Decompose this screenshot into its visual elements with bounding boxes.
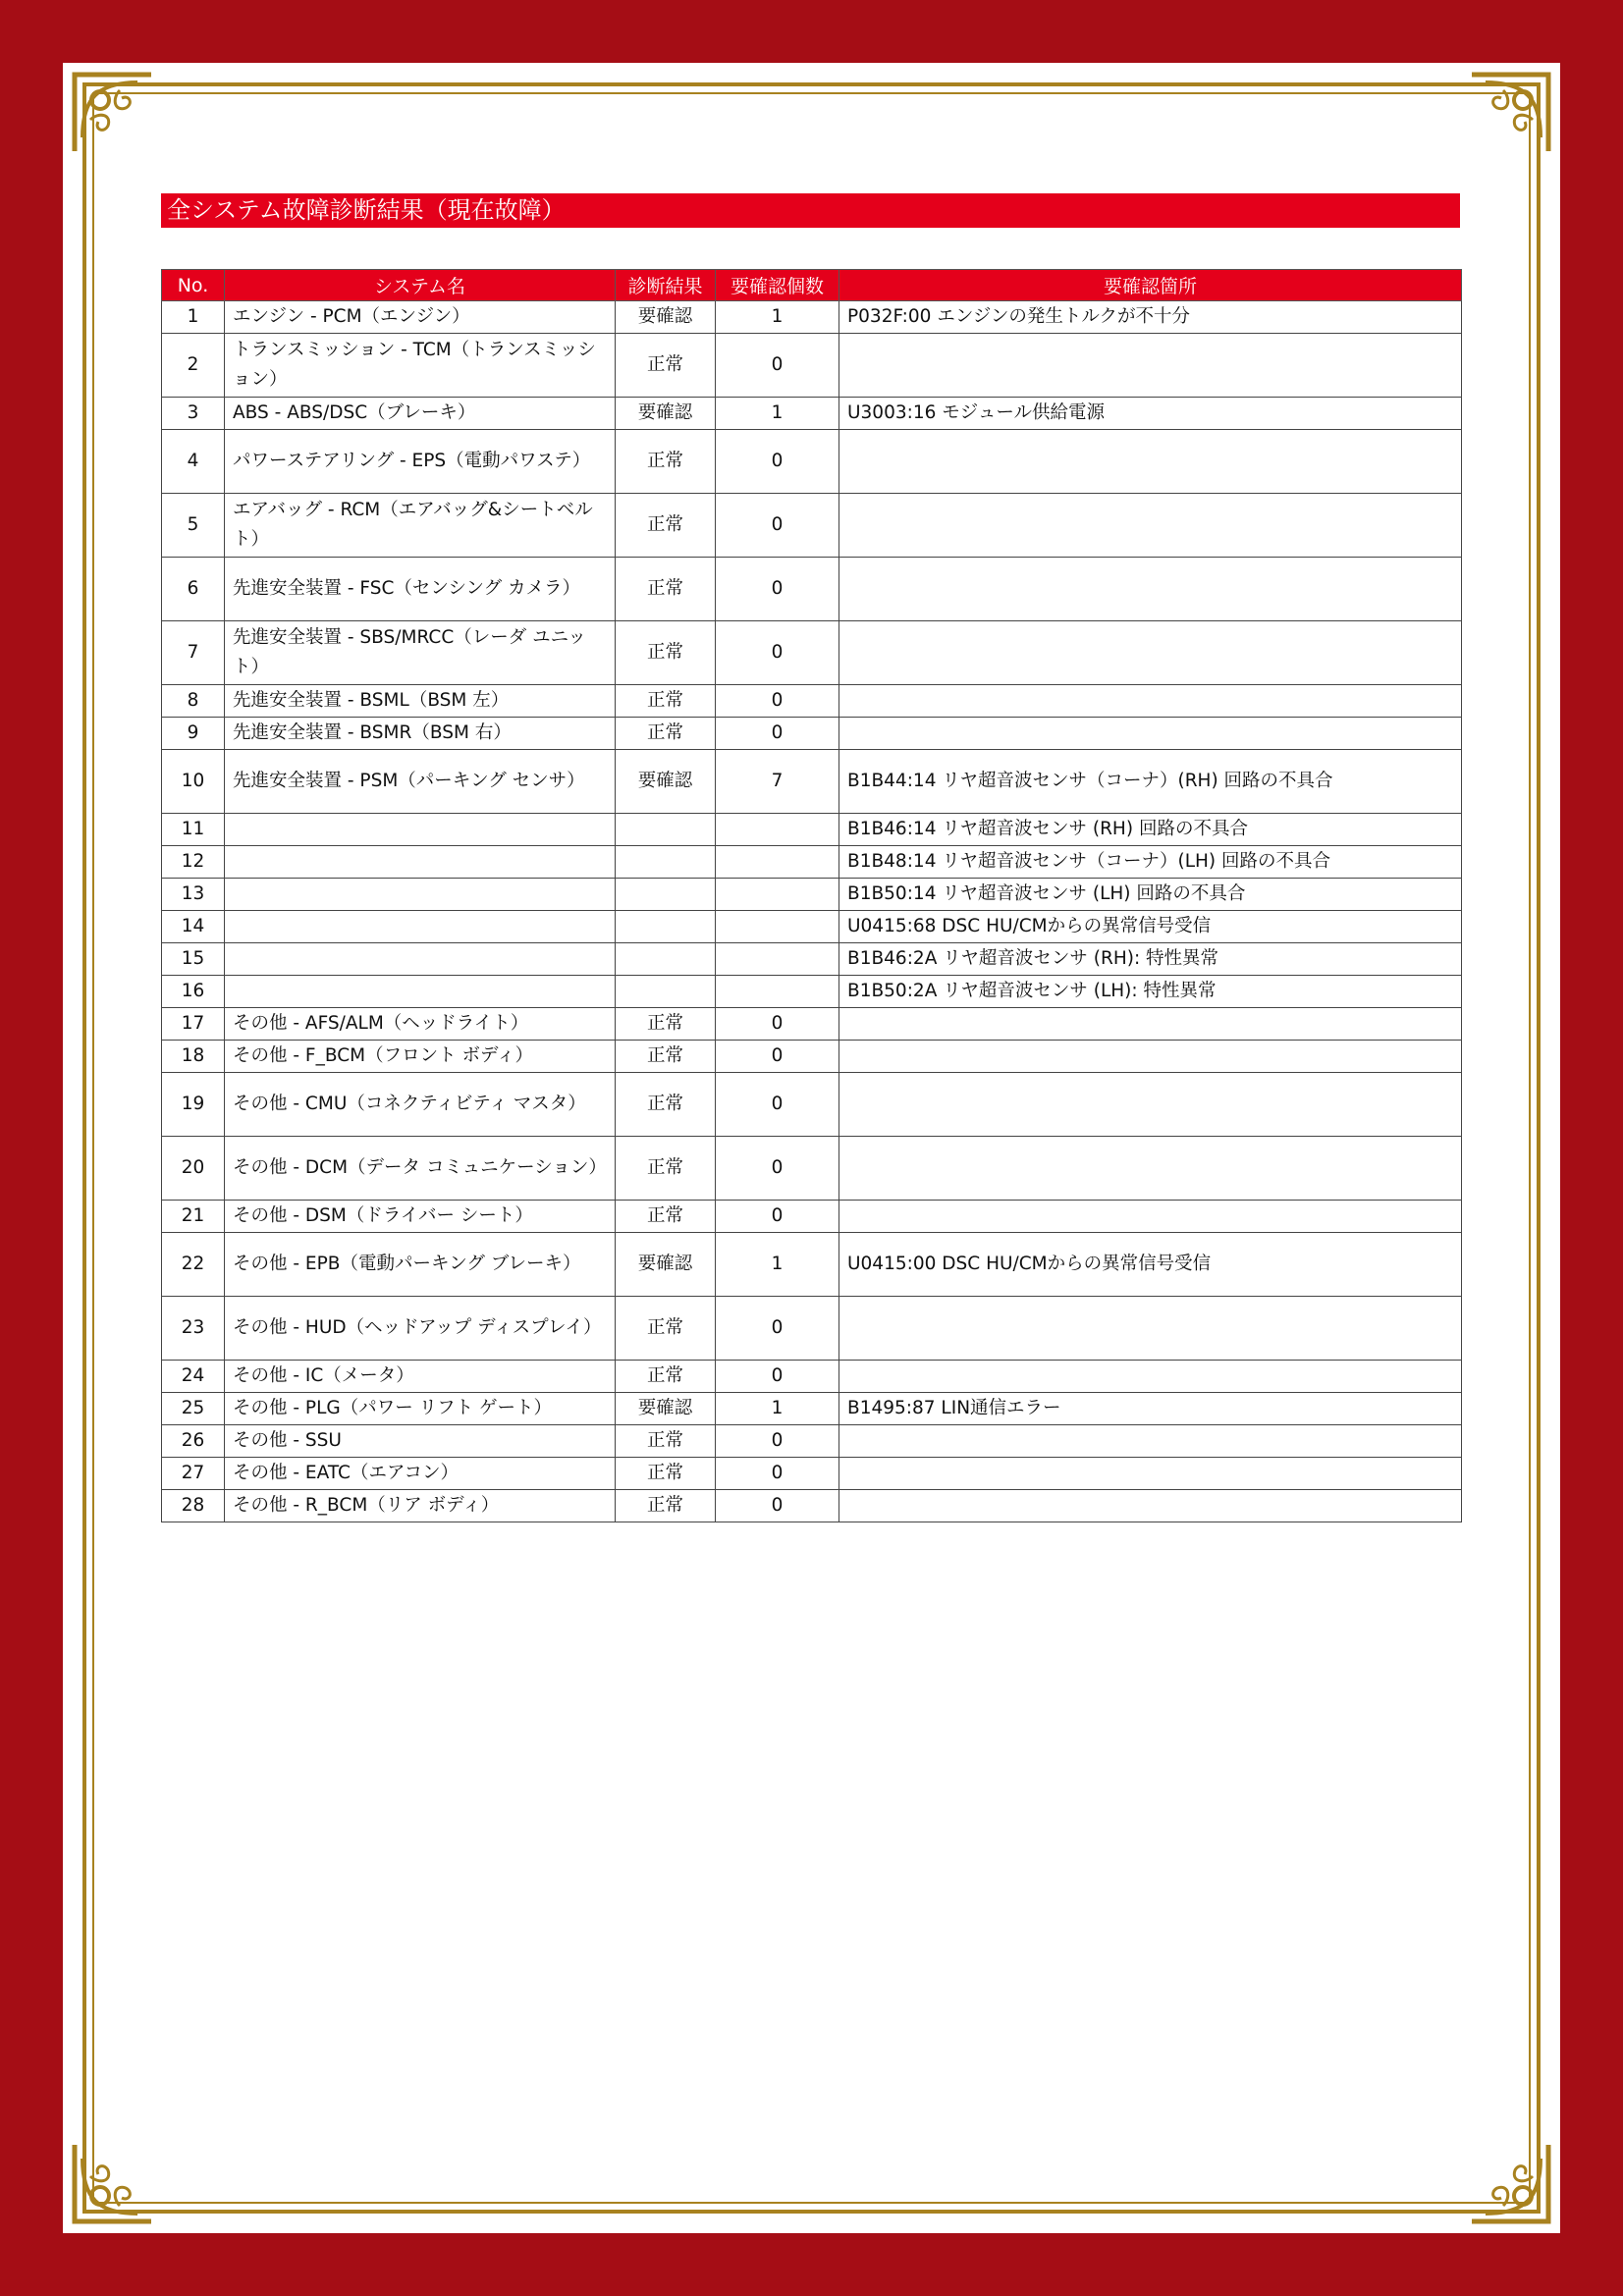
cell-result: 正常 [616, 1297, 716, 1361]
cell-no: 15 [162, 943, 225, 976]
cell-system-name [225, 846, 616, 879]
cell-system-name: その他 - DCM（データ コミュニケーション） [225, 1137, 616, 1201]
cell-result: 正常 [616, 1490, 716, 1522]
cell-system-name: その他 - PLG（パワー リフト ゲート） [225, 1393, 616, 1425]
cell-location [839, 494, 1462, 558]
cell-system-name: パワーステアリング - EPS（電動パワステ） [225, 430, 616, 494]
cell-location [839, 1073, 1462, 1137]
cell-count: 1 [716, 1393, 839, 1425]
table-row [162, 879, 1462, 911]
cell-no: 3 [162, 398, 225, 430]
table-row [162, 1490, 1462, 1522]
cell-count [716, 846, 839, 879]
table-row [162, 943, 1462, 976]
table-row [162, 1361, 1462, 1393]
cell-count: 0 [716, 1073, 839, 1137]
cell-no: 27 [162, 1458, 225, 1490]
cell-no: 19 [162, 1073, 225, 1137]
cell-no: 12 [162, 846, 225, 879]
cell-system-name: ABS - ABS/DSC（ブレーキ） [225, 398, 616, 430]
cell-system-name: 先進安全装置 - SBS/MRCC（レーダ ユニット） [225, 621, 616, 685]
cell-no: 9 [162, 718, 225, 750]
corner-ornament-icon [69, 69, 157, 157]
table-row [162, 1233, 1462, 1297]
cell-system-name: 先進安全装置 - BSML（BSM 左） [225, 685, 616, 718]
corner-ornament-icon [1466, 2139, 1554, 2227]
cell-result [616, 976, 716, 1008]
table-header-row [162, 270, 1462, 301]
table-row [162, 1041, 1462, 1073]
table-row [162, 1297, 1462, 1361]
cell-no: 24 [162, 1361, 225, 1393]
table-row [162, 301, 1462, 334]
cell-location [839, 1361, 1462, 1393]
diagnosis-table [161, 269, 1462, 1522]
cell-system-name: その他 - DSM（ドライバー シート） [225, 1201, 616, 1233]
cell-system-name: その他 - EPB（電動パーキング ブレーキ） [225, 1233, 616, 1297]
cell-system-name [225, 911, 616, 943]
table-row [162, 1008, 1462, 1041]
cell-location [839, 1137, 1462, 1201]
report-page [63, 63, 1560, 2233]
cell-count [716, 943, 839, 976]
cell-no: 8 [162, 685, 225, 718]
cell-no: 26 [162, 1425, 225, 1458]
table-body [162, 301, 1462, 1522]
cell-no: 17 [162, 1008, 225, 1041]
cell-no: 14 [162, 911, 225, 943]
cell-result: 要確認 [616, 1233, 716, 1297]
cell-location: B1B46:2A リヤ超音波センサ (RH): 特性異常 [839, 943, 1462, 976]
cell-system-name [225, 976, 616, 1008]
cell-no: 2 [162, 334, 225, 398]
cell-location: P032F:00 エンジンの発生トルクが不十分 [839, 301, 1462, 334]
cell-no: 20 [162, 1137, 225, 1201]
cell-result: 正常 [616, 1425, 716, 1458]
cell-no: 1 [162, 301, 225, 334]
cell-system-name: トランスミッション - TCM（トランスミッション） [225, 334, 616, 398]
cell-count: 0 [716, 494, 839, 558]
cell-system-name: その他 - IC（メータ） [225, 1361, 616, 1393]
cell-result: 正常 [616, 685, 716, 718]
cell-result: 正常 [616, 558, 716, 621]
table-row [162, 1137, 1462, 1201]
cell-system-name: 先進安全装置 - BSMR（BSM 右） [225, 718, 616, 750]
cell-system-name: エアバッグ - RCM（エアバッグ&シートベルト） [225, 494, 616, 558]
cell-count: 0 [716, 718, 839, 750]
cell-location [839, 1008, 1462, 1041]
table-row [162, 1073, 1462, 1137]
table-row [162, 814, 1462, 846]
cell-result [616, 879, 716, 911]
cell-no: 28 [162, 1490, 225, 1522]
cell-location: B1B46:14 リヤ超音波センサ (RH) 回路の不具合 [839, 814, 1462, 846]
cell-location [839, 1201, 1462, 1233]
cell-location: U0415:00 DSC HU/CMからの異常信号受信 [839, 1233, 1462, 1297]
cell-count: 0 [716, 1201, 839, 1233]
cell-result [616, 846, 716, 879]
cell-count: 0 [716, 1425, 839, 1458]
cell-location: B1B48:14 リヤ超音波センサ（コーナ）(LH) 回路の不具合 [839, 846, 1462, 879]
cell-location [839, 1041, 1462, 1073]
cell-result: 正常 [616, 1137, 716, 1201]
cell-count: 1 [716, 301, 839, 334]
cell-result: 正常 [616, 1458, 716, 1490]
cell-system-name: その他 - EATC（エアコン） [225, 1458, 616, 1490]
cell-location: B1B50:2A リヤ超音波センサ (LH): 特性異常 [839, 976, 1462, 1008]
cell-count: 1 [716, 398, 839, 430]
cell-location [839, 334, 1462, 398]
cell-count: 7 [716, 750, 839, 814]
cell-result: 要確認 [616, 750, 716, 814]
cell-system-name: その他 - F_BCM（フロント ボディ） [225, 1041, 616, 1073]
cell-no: 6 [162, 558, 225, 621]
cell-location [839, 430, 1462, 494]
cell-count: 0 [716, 621, 839, 685]
table-row [162, 685, 1462, 718]
cell-result: 正常 [616, 621, 716, 685]
cell-location: U0415:68 DSC HU/CMからの異常信号受信 [839, 911, 1462, 943]
table-row [162, 911, 1462, 943]
cell-result: 正常 [616, 430, 716, 494]
cell-result: 正常 [616, 1041, 716, 1073]
cell-result: 正常 [616, 1008, 716, 1041]
cell-no: 23 [162, 1297, 225, 1361]
cell-count: 0 [716, 685, 839, 718]
cell-location [839, 1458, 1462, 1490]
cell-location: B1495:87 LIN通信エラー [839, 1393, 1462, 1425]
header-count: 要確認個数 [716, 270, 839, 301]
cell-no: 13 [162, 879, 225, 911]
table-row [162, 398, 1462, 430]
cell-location [839, 1490, 1462, 1522]
cell-count: 0 [716, 1297, 839, 1361]
cell-result: 正常 [616, 718, 716, 750]
header-system: システム名 [225, 270, 616, 301]
corner-ornament-icon [1466, 69, 1554, 157]
cell-location: B1B50:14 リヤ超音波センサ (LH) 回路の不具合 [839, 879, 1462, 911]
cell-count: 0 [716, 1490, 839, 1522]
cell-result: 正常 [616, 1201, 716, 1233]
cell-count: 0 [716, 1137, 839, 1201]
cell-no: 22 [162, 1233, 225, 1297]
cell-system-name: その他 - CMU（コネクティビティ マスタ） [225, 1073, 616, 1137]
report-title: 全システム故障診断結果（現在故障） [161, 193, 1460, 228]
cell-count: 0 [716, 1041, 839, 1073]
cell-result: 正常 [616, 1073, 716, 1137]
cell-system-name: その他 - HUD（ヘッドアップ ディスプレイ） [225, 1297, 616, 1361]
header-result: 診断結果 [616, 270, 716, 301]
cell-count [716, 879, 839, 911]
cell-result: 正常 [616, 334, 716, 398]
cell-system-name [225, 814, 616, 846]
cell-no: 5 [162, 494, 225, 558]
cell-result: 正常 [616, 1361, 716, 1393]
cell-no: 16 [162, 976, 225, 1008]
cell-location: B1B44:14 リヤ超音波センサ（コーナ）(RH) 回路の不具合 [839, 750, 1462, 814]
table-row [162, 718, 1462, 750]
table-row [162, 334, 1462, 398]
cell-count: 0 [716, 334, 839, 398]
cell-system-name [225, 943, 616, 976]
cell-count: 0 [716, 430, 839, 494]
table-row [162, 1201, 1462, 1233]
header-no: No. [162, 270, 225, 301]
cell-result [616, 814, 716, 846]
cell-system-name: その他 - AFS/ALM（ヘッドライト） [225, 1008, 616, 1041]
table-row [162, 1393, 1462, 1425]
cell-location [839, 558, 1462, 621]
cell-location [839, 621, 1462, 685]
table-row [162, 558, 1462, 621]
table-row [162, 846, 1462, 879]
cell-no: 11 [162, 814, 225, 846]
cell-system-name: その他 - R_BCM（リア ボディ） [225, 1490, 616, 1522]
cell-count [716, 976, 839, 1008]
cell-result [616, 911, 716, 943]
table-row [162, 494, 1462, 558]
table-row [162, 621, 1462, 685]
cell-location [839, 1297, 1462, 1361]
cell-no: 21 [162, 1201, 225, 1233]
cell-location [839, 685, 1462, 718]
cell-location: U3003:16 モジュール供給電源 [839, 398, 1462, 430]
cell-count: 1 [716, 1233, 839, 1297]
cell-system-name: その他 - SSU [225, 1425, 616, 1458]
cell-system-name: 先進安全装置 - FSC（センシング カメラ） [225, 558, 616, 621]
cell-no: 18 [162, 1041, 225, 1073]
cell-result: 要確認 [616, 1393, 716, 1425]
cell-count [716, 814, 839, 846]
cell-count: 0 [716, 1458, 839, 1490]
cell-count: 0 [716, 1008, 839, 1041]
cell-system-name: エンジン - PCM（エンジン） [225, 301, 616, 334]
cell-no: 4 [162, 430, 225, 494]
cell-location [839, 1425, 1462, 1458]
cell-no: 7 [162, 621, 225, 685]
table-row [162, 750, 1462, 814]
table-row [162, 1458, 1462, 1490]
table-row [162, 430, 1462, 494]
cell-result: 要確認 [616, 301, 716, 334]
cell-count [716, 911, 839, 943]
cell-count: 0 [716, 1361, 839, 1393]
cell-no: 10 [162, 750, 225, 814]
cell-count: 0 [716, 558, 839, 621]
cell-result [616, 943, 716, 976]
cell-system-name: 先進安全装置 - PSM（パーキング センサ） [225, 750, 616, 814]
table-row [162, 976, 1462, 1008]
cell-system-name [225, 879, 616, 911]
corner-ornament-icon [69, 2139, 157, 2227]
cell-no: 25 [162, 1393, 225, 1425]
table-row [162, 1425, 1462, 1458]
cell-result: 要確認 [616, 398, 716, 430]
cell-result: 正常 [616, 494, 716, 558]
cell-location [839, 718, 1462, 750]
header-location: 要確認箇所 [839, 270, 1462, 301]
